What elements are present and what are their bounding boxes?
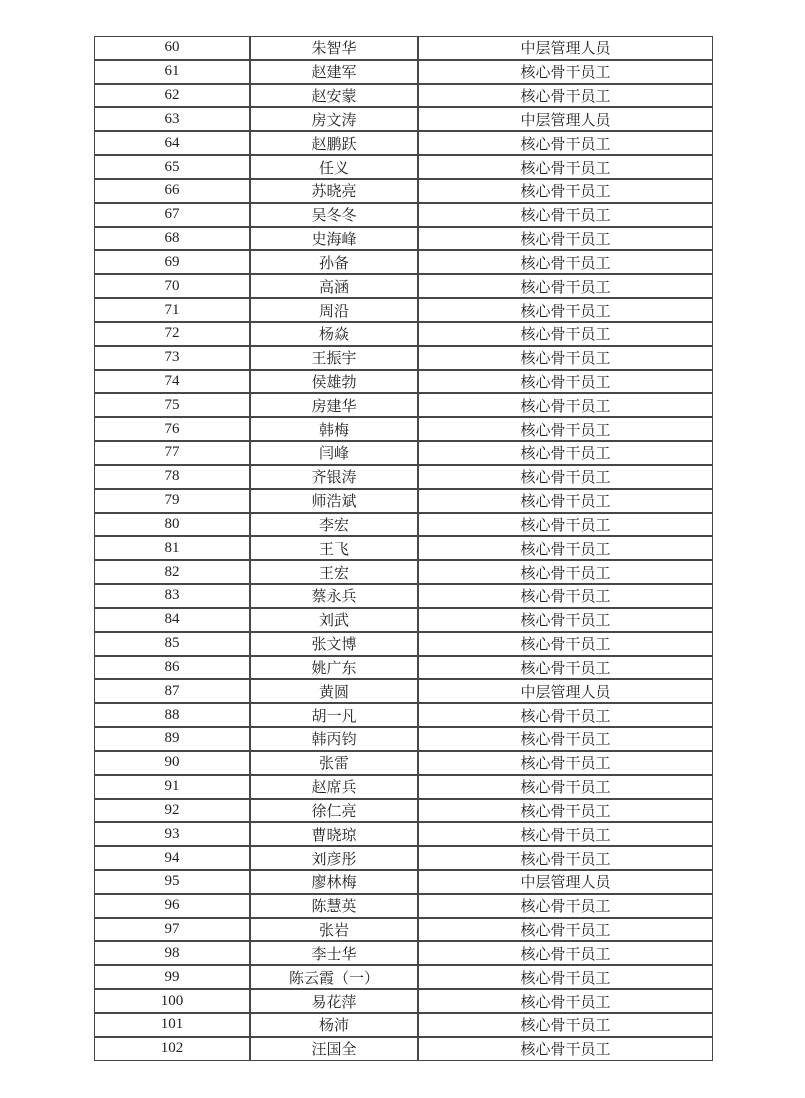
- row-number-cell: 81: [94, 536, 250, 560]
- table-row: [94, 465, 713, 489]
- table-row: [94, 870, 713, 894]
- personnel-category-cell: 核心骨干员工: [418, 799, 713, 823]
- employee-name-cell: 周沿: [250, 298, 418, 322]
- personnel-category-cell: 核心骨干员工: [418, 1037, 713, 1061]
- row-number-cell: 76: [94, 417, 250, 441]
- personnel-category-cell: 核心骨干员工: [418, 894, 713, 918]
- employee-name-cell: 汪国全: [250, 1037, 418, 1061]
- personnel-category-cell: 核心骨干员工: [418, 322, 713, 346]
- personnel-category-cell: 核心骨干员工: [418, 560, 713, 584]
- row-number-cell: 89: [94, 727, 250, 751]
- table-row: [94, 918, 713, 942]
- employee-name-cell: 房文涛: [250, 107, 418, 131]
- row-number-cell: 99: [94, 965, 250, 989]
- personnel-category-cell: 中层管理人员: [418, 870, 713, 894]
- table-row: [94, 965, 713, 989]
- row-number-cell: 80: [94, 513, 250, 537]
- row-number-cell: 64: [94, 131, 250, 155]
- personnel-category-cell: 核心骨干员工: [418, 536, 713, 560]
- table-row: [94, 179, 713, 203]
- table-row: [94, 775, 713, 799]
- row-number-cell: 84: [94, 608, 250, 632]
- table-row: [94, 632, 713, 656]
- personnel-category-cell: 中层管理人员: [418, 679, 713, 703]
- personnel-category-cell: 核心骨干员工: [418, 918, 713, 942]
- row-number-cell: 77: [94, 441, 250, 465]
- row-number-cell: 95: [94, 870, 250, 894]
- row-number-cell: 73: [94, 346, 250, 370]
- table-row: [94, 799, 713, 823]
- table-row: [94, 417, 713, 441]
- table-row: [94, 846, 713, 870]
- row-number-cell: 87: [94, 679, 250, 703]
- personnel-category-cell: 核心骨干员工: [418, 155, 713, 179]
- table-row: [94, 489, 713, 513]
- table-row: [94, 656, 713, 680]
- employee-name-cell: 史海峰: [250, 227, 418, 251]
- table-row: [94, 536, 713, 560]
- personnel-category-cell: 核心骨干员工: [418, 250, 713, 274]
- row-number-cell: 86: [94, 656, 250, 680]
- personnel-category-cell: 核心骨干员工: [418, 393, 713, 417]
- personnel-category-cell: 核心骨干员工: [418, 941, 713, 965]
- employee-roster-body: [94, 36, 713, 1061]
- personnel-category-cell: 核心骨干员工: [418, 751, 713, 775]
- employee-name-cell: 黄圆: [250, 679, 418, 703]
- table-row: [94, 346, 713, 370]
- personnel-category-cell: 核心骨干员工: [418, 274, 713, 298]
- table-row: [94, 679, 713, 703]
- row-number-cell: 62: [94, 84, 250, 108]
- personnel-category-cell: 核心骨干员工: [418, 846, 713, 870]
- row-number-cell: 101: [94, 1013, 250, 1037]
- personnel-category-cell: 核心骨干员工: [418, 370, 713, 394]
- personnel-category-cell: 核心骨干员工: [418, 584, 713, 608]
- employee-name-cell: 廖林梅: [250, 870, 418, 894]
- employee-name-cell: 赵鹏跃: [250, 131, 418, 155]
- row-number-cell: 66: [94, 179, 250, 203]
- row-number-cell: 100: [94, 989, 250, 1013]
- personnel-category-cell: 核心骨干员工: [418, 1013, 713, 1037]
- personnel-category-cell: 中层管理人员: [418, 107, 713, 131]
- table-row: [94, 393, 713, 417]
- table-row: [94, 250, 713, 274]
- personnel-category-cell: 核心骨干员工: [418, 989, 713, 1013]
- table-row: [94, 298, 713, 322]
- table-row: [94, 322, 713, 346]
- employee-name-cell: 徐仁亮: [250, 799, 418, 823]
- personnel-category-cell: 核心骨干员工: [418, 131, 713, 155]
- employee-name-cell: 李士华: [250, 941, 418, 965]
- row-number-cell: 90: [94, 751, 250, 775]
- employee-name-cell: 苏晓亮: [250, 179, 418, 203]
- table-row: [94, 1037, 713, 1061]
- employee-name-cell: 师浩斌: [250, 489, 418, 513]
- row-number-cell: 85: [94, 632, 250, 656]
- row-number-cell: 67: [94, 203, 250, 227]
- employee-name-cell: 胡一凡: [250, 703, 418, 727]
- row-number-cell: 82: [94, 560, 250, 584]
- row-number-cell: 83: [94, 584, 250, 608]
- row-number-cell: 79: [94, 489, 250, 513]
- table-row: [94, 131, 713, 155]
- employee-name-cell: 陈云霞（一）: [250, 965, 418, 989]
- row-number-cell: 65: [94, 155, 250, 179]
- row-number-cell: 72: [94, 322, 250, 346]
- personnel-category-cell: 核心骨干员工: [418, 632, 713, 656]
- table-row: [94, 84, 713, 108]
- employee-name-cell: 蔡永兵: [250, 584, 418, 608]
- table-row: [94, 441, 713, 465]
- table-row: [94, 584, 713, 608]
- employee-name-cell: 任义: [250, 155, 418, 179]
- employee-name-cell: 房建华: [250, 393, 418, 417]
- employee-name-cell: 王振宇: [250, 346, 418, 370]
- employee-name-cell: 张雷: [250, 751, 418, 775]
- personnel-category-cell: 核心骨干员工: [418, 513, 713, 537]
- row-number-cell: 93: [94, 822, 250, 846]
- table-row: [94, 560, 713, 584]
- employee-name-cell: 王飞: [250, 536, 418, 560]
- row-number-cell: 91: [94, 775, 250, 799]
- table-row: [94, 36, 713, 60]
- personnel-category-cell: 核心骨干员工: [418, 656, 713, 680]
- table-row: [94, 941, 713, 965]
- row-number-cell: 88: [94, 703, 250, 727]
- row-number-cell: 102: [94, 1037, 250, 1061]
- row-number-cell: 96: [94, 894, 250, 918]
- employee-name-cell: 杨焱: [250, 322, 418, 346]
- row-number-cell: 69: [94, 250, 250, 274]
- personnel-category-cell: 核心骨干员工: [418, 465, 713, 489]
- employee-roster-table: [94, 36, 713, 1061]
- employee-name-cell: 侯雄勃: [250, 370, 418, 394]
- employee-name-cell: 高涵: [250, 274, 418, 298]
- employee-name-cell: 朱智华: [250, 36, 418, 60]
- personnel-category-cell: 中层管理人员: [418, 36, 713, 60]
- personnel-category-cell: 核心骨干员工: [418, 727, 713, 751]
- row-number-cell: 68: [94, 227, 250, 251]
- employee-name-cell: 孙备: [250, 250, 418, 274]
- employee-name-cell: 曹晓琼: [250, 822, 418, 846]
- employee-name-cell: 刘武: [250, 608, 418, 632]
- table-row: [94, 894, 713, 918]
- employee-name-cell: 王宏: [250, 560, 418, 584]
- personnel-category-cell: 核心骨干员工: [418, 346, 713, 370]
- table-row: [94, 751, 713, 775]
- row-number-cell: 75: [94, 393, 250, 417]
- row-number-cell: 78: [94, 465, 250, 489]
- table-row: [94, 203, 713, 227]
- employee-name-cell: 陈慧英: [250, 894, 418, 918]
- row-number-cell: 63: [94, 107, 250, 131]
- employee-name-cell: 张文博: [250, 632, 418, 656]
- employee-name-cell: 吴冬冬: [250, 203, 418, 227]
- personnel-category-cell: 核心骨干员工: [418, 227, 713, 251]
- row-number-cell: 60: [94, 36, 250, 60]
- employee-name-cell: 韩丙钧: [250, 727, 418, 751]
- personnel-category-cell: 核心骨干员工: [418, 608, 713, 632]
- personnel-category-cell: 核心骨干员工: [418, 203, 713, 227]
- employee-name-cell: 韩梅: [250, 417, 418, 441]
- table-row: [94, 513, 713, 537]
- table-row: [94, 608, 713, 632]
- table-row: [94, 727, 713, 751]
- personnel-category-cell: 核心骨干员工: [418, 298, 713, 322]
- personnel-category-cell: 核心骨干员工: [418, 60, 713, 84]
- row-number-cell: 92: [94, 799, 250, 823]
- employee-name-cell: 赵安蒙: [250, 84, 418, 108]
- personnel-category-cell: 核心骨干员工: [418, 775, 713, 799]
- table-row: [94, 703, 713, 727]
- personnel-category-cell: 核心骨干员工: [418, 489, 713, 513]
- employee-name-cell: 赵建军: [250, 60, 418, 84]
- row-number-cell: 97: [94, 918, 250, 942]
- row-number-cell: 71: [94, 298, 250, 322]
- personnel-category-cell: 核心骨干员工: [418, 703, 713, 727]
- table-row: [94, 227, 713, 251]
- employee-name-cell: 齐银涛: [250, 465, 418, 489]
- row-number-cell: 70: [94, 274, 250, 298]
- personnel-category-cell: 核心骨干员工: [418, 84, 713, 108]
- personnel-category-cell: 核心骨干员工: [418, 179, 713, 203]
- employee-name-cell: 张岩: [250, 918, 418, 942]
- table-row: [94, 274, 713, 298]
- table-row: [94, 107, 713, 131]
- employee-name-cell: 姚广东: [250, 656, 418, 680]
- table-row: [94, 822, 713, 846]
- employee-name-cell: 闫峰: [250, 441, 418, 465]
- row-number-cell: 94: [94, 846, 250, 870]
- employee-name-cell: 杨沛: [250, 1013, 418, 1037]
- employee-name-cell: 刘彦彤: [250, 846, 418, 870]
- row-number-cell: 74: [94, 370, 250, 394]
- personnel-category-cell: 核心骨干员工: [418, 417, 713, 441]
- employee-name-cell: 易花萍: [250, 989, 418, 1013]
- row-number-cell: 98: [94, 941, 250, 965]
- table-row: [94, 60, 713, 84]
- personnel-category-cell: 核心骨干员工: [418, 822, 713, 846]
- row-number-cell: 61: [94, 60, 250, 84]
- employee-name-cell: 李宏: [250, 513, 418, 537]
- table-row: [94, 370, 713, 394]
- table-row: [94, 1013, 713, 1037]
- table-row: [94, 155, 713, 179]
- table-row: [94, 989, 713, 1013]
- employee-name-cell: 赵席兵: [250, 775, 418, 799]
- personnel-category-cell: 核心骨干员工: [418, 965, 713, 989]
- personnel-category-cell: 核心骨干员工: [418, 441, 713, 465]
